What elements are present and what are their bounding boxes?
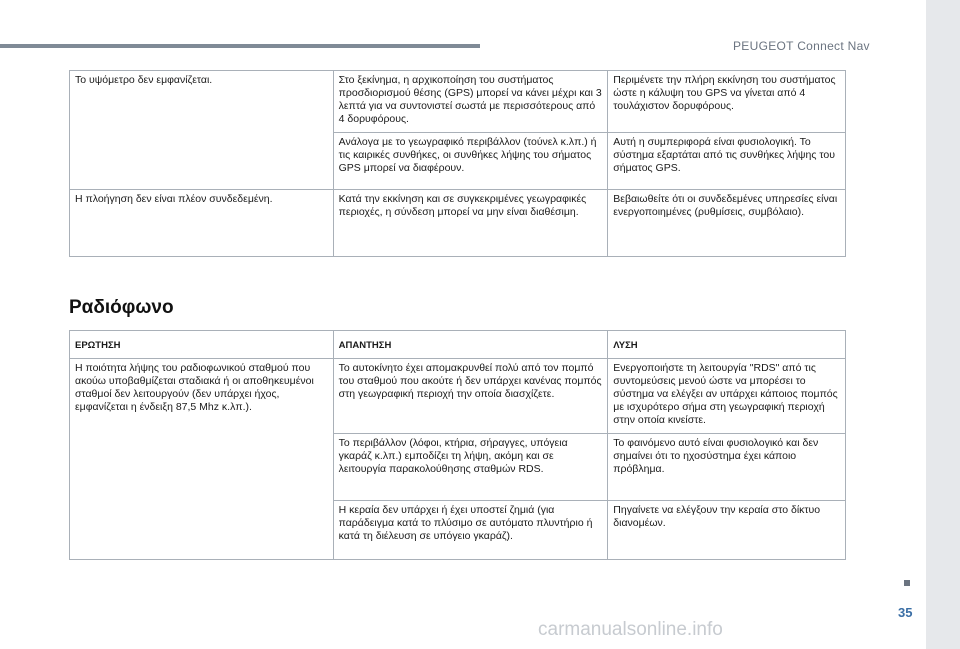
troubleshooting-table-radio (69, 330, 846, 560)
troubleshooting-table-gps (69, 70, 846, 257)
solution-cell: Πηγαίνετε να ελέγξουν την κεραία στο δίκτυο διανομέων. (608, 501, 846, 560)
table-row (70, 71, 846, 133)
answer-cell: Ανάλογα με το γεωγραφικό περιβάλλον (τούνελ κ.λπ.) ή τις καιρικές συνθήκες, οι συνθήκες λήψης του σήματος GPS μπορεί να διαφέρουν. (333, 133, 608, 190)
watermark-text: carmanualsonline.info (538, 619, 723, 640)
column-header-solution: ΛΥΣΗ (608, 331, 846, 359)
table-row (70, 359, 846, 434)
solution-cell: Βεβαιωθείτε ότι οι συνδεδεμένες υπηρεσίες είναι ενεργοποιημένες (ρυθμίσεις, συμβόλαιο). (608, 190, 846, 257)
solution-cell: Περιμένετε την πλήρη εκκίνηση του συστήματος ώστε η κάλυψη του GPS να γίνεται από 4 τουλάχιστον δορυφόρους. (608, 71, 846, 133)
question-cell: Η πλοήγηση δεν είναι πλέον συνδεδεμένη. (70, 190, 334, 257)
solution-cell: Ενεργοποιήστε τη λειτουργία "RDS" από τις συντομεύσεις μενού ώστε να μπορέσει το σύστημα να ελέγξει αν υπάρχει κάποιος πομπός με ισχυρότερο σήμα στη γεωγραφική περιοχή στην οποία κινείστε. (608, 359, 846, 434)
manual-title: PEUGEOT Connect Nav (733, 39, 870, 53)
header-rule (0, 44, 480, 48)
answer-cell: Η κεραία δεν υπάρχει ή έχει υποστεί ζημιά (για παράδειγμα κατά το πλύσιμο σε αυτόματο πλυντήριο ή κατά τη διέλευση σε υπόγειο γκαράζ). (333, 501, 608, 560)
question-cell: Η ποιότητα λήψης του ραδιοφωνικού σταθμού που ακούω υποβαθμίζεται σταδιακά ή οι αποθηκευμένοι σταθμοί δεν λειτουργούν (δεν υπάρχει ήχος, εμφανίζεται η ένδειξη 87,5 Mhz κ.λπ.). (70, 359, 334, 560)
answer-cell: Το αυτοκίνητο έχει απομακρυνθεί πολύ από τον πομπό του σταθμού που ακούτε ή δεν υπάρχει κανένας πομπός στη γεωγραφική περιοχή την οποία διασχίζετε. (333, 359, 608, 434)
answer-cell: Στο ξεκίνημα, η αρχικοποίηση του συστήματος προσδιορισμού θέσης (GPS) μπορεί να κάνει μέχρι και 3 λεπτά για να συντονιστεί σωστά με περισσότερους από 4 δορυφόρους. (333, 71, 608, 133)
answer-cell: Κατά την εκκίνηση και σε συγκεκριμένες γεωγραφικές περιοχές, η σύνδεση μπορεί να μην είναι διαθέσιμη. (333, 190, 608, 257)
page-number: 35 (898, 605, 913, 620)
solution-cell: Αυτή η συμπεριφορά είναι φυσιολογική. Το σύστημα εξαρτάται από τις συνθήκες λήψης του σήματος GPS. (608, 133, 846, 190)
answer-cell: Το περιβάλλον (λόφοι, κτήρια, σήραγγες, υπόγεια γκαράζ κ.λπ.) εμποδίζει τη λήψη, ακόμη και σε λειτουργία παρακολούθησης σταθμών RDS. (333, 434, 608, 501)
column-header-answer: ΑΠΑΝΤΗΣΗ (333, 331, 608, 359)
question-cell: Το υψόμετρο δεν εμφανίζεται. (70, 71, 334, 190)
section-marker-icon (904, 580, 910, 586)
solution-cell: Το φαινόμενο αυτό είναι φυσιολογικό και δεν σημαίνει ότι το ηχοσύστημα έχει κάποιο πρόβλημα. (608, 434, 846, 501)
side-margin-band (926, 0, 960, 649)
table-header-row (70, 331, 846, 359)
column-header-question: ΕΡΩΤΗΣΗ (70, 331, 334, 359)
section-title-radio: Ραδιόφωνο (69, 297, 174, 318)
table-row (70, 190, 846, 257)
